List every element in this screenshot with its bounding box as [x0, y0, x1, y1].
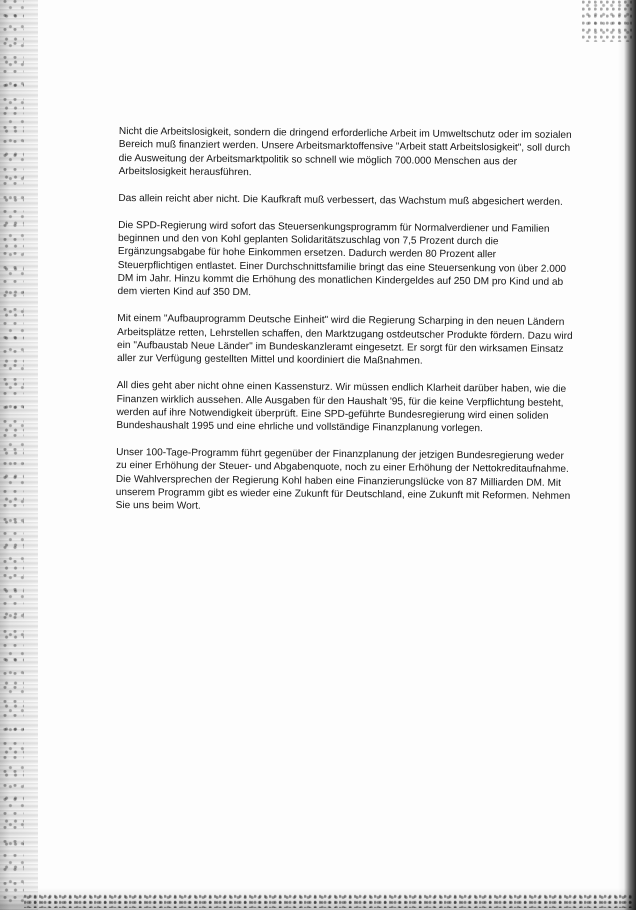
paragraph-100-tage-programm: Unser 100-Tage-Programm führt gegenüber der Finanzplanung der jetzigen Bundesregierung weder zu einer Erhöhung der Steuer- und Abgabenquote, noch zu einer Erhöhung der Nettokreditaufnahme. Die Wahlversprechen der Regierung Kohl haben eine Finanzierungslücke von 87 Milliarden DM. Mit unserem Programm gibt es wieder eine Zukunft für Deutschland, eine Zukunft mit Reformen. Nehmen Sie uns beim Wort. [115, 447, 571, 512]
paragraph-aufbauprogramm: Mit einem "Aufbauprogramm Deutsche Einheit" wird die Regierung Scharping in den neuen Ländern Arbeitsplätze retten, Lehrstellen schaffen, den Marktzugang ostdeutscher Produkte fördern. Dazu wird ein "Aufbaustab Neue Länder" im Bundeskanzleramt eingesetzt. Er sorgt für den wirksamen Einsatz aller zur Verfügung gestellten Mittel und koordiniert die Maßnahmen. [116, 313, 573, 367]
scan-edge-right [618, 0, 636, 910]
scan-edge-top-right [582, 0, 632, 42]
scan-edge-left-speckle [2, 0, 24, 910]
paragraph-kassensturz: All dies geht aber nicht ohne einen Kassensturz. Wir müssen endlich Klarheit darüber haben, wie die Finanzen wirklich aussehen. Alle Ausgaben für den Haushalt '95, für die keine Verpflichtung besteht, werden auf ihre Notwendigkeit überprüft. Eine SPD-geführte Bundesregierung wird einen soliden Bundeshaushalt 1995 und eine ehrliche und vollständige Finanzplanung vorlegen. [116, 380, 567, 435]
paragraph-kaufkraft: Das allein reicht aber nicht. Die Kaufkraft muß verbessert, das Wachstum muß abgesichert werden. [118, 192, 563, 208]
paragraph-steuersenkung: Die SPD-Regierung wird sofort das Steuersenkungsprogramm für Normalverdiener und Familien beginnen und den von Kohl geplanten Solidaritätszuschlag von 7,5 Prozent durch die Ergänzungsabgabe für hohe Einkommen ersetzen. Dadurch werden 80 Prozent aller Steuerpflichtigen entlastet. Einer Durchschnittsfamilie bringt das eine Steuersenkung von über 2.000 DM im Jahr. Hinzu kommt die Erhöhung des monatlichen Kindergeldes auf 250 DM pro Kind und ab dem vierten Kind auf 350 DM. [117, 219, 567, 299]
scan-edge-bottom-speckle [24, 894, 634, 908]
document-body [115, 125, 574, 530]
paragraph-arbeitsmarktoffensive: Nicht die Arbeitslosigkeit, sondern die dringend erforderliche Arbeit im Umweltschutz oder im sozialen Bereich muß finanziert werden. Unsere Arbeitsmarktoffensive "Arbeit statt Arbeitslosigkeit", soll durch die Ausweitung der Arbeitsmarktpolitik so schnell wie möglich 700.000 Menschen aus der Arbeitslosigkeit herausführen. [118, 125, 572, 179]
